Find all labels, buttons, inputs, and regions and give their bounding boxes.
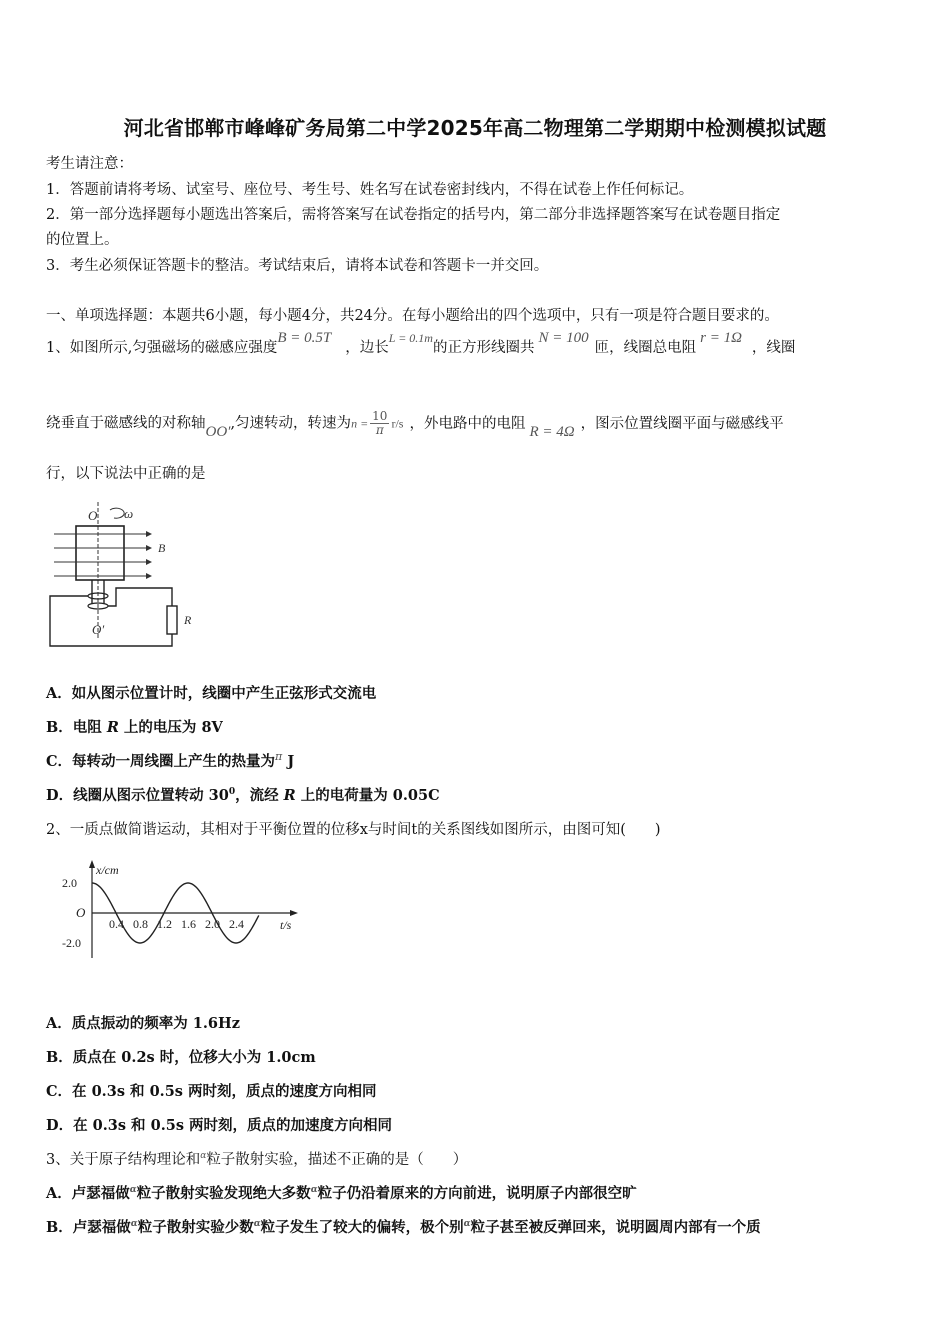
circuit-wire-1 [50, 596, 172, 646]
q1-option-c-pi: π [275, 750, 283, 764]
x-tick-label: 2.0 [205, 917, 220, 931]
x-tick-label: 1.2 [157, 917, 172, 931]
label-r: R [184, 613, 192, 627]
notice-item-1: 1．答题前请将考场、试室号、座位号、考生号、姓名写在试卷密封线内，不得在试卷上作任何标记。 [46, 182, 694, 198]
q2-option-d[interactable]: D．在 0.3s 和 0.5s 两时刻，质点的加速度方向相同 [46, 1117, 393, 1134]
coil-figure [46, 500, 206, 650]
q1-option-b-text: B．电阻 [46, 719, 107, 736]
displacement-time-graph [60, 858, 310, 962]
alpha-symbol: α [253, 1219, 261, 1230]
q1-math-r: r = 1Ω [700, 330, 742, 346]
q1-frac-num: 10 [372, 409, 388, 423]
q1-option-c-text: C．每转动一周线圈上产生的热量为 [46, 753, 276, 770]
q1-math-rext: R = 4Ω [529, 423, 575, 440]
q1-option-d-text2: ，流经 [235, 787, 284, 804]
q1-text-9: ，图示位置线圈平面与磁感线平 [580, 415, 784, 432]
q3-stem-2: 粒子散射实验，描述不正确的是（ ） [206, 1152, 468, 1168]
q1-text-6: 绕垂直于磁感线的对称轴 [46, 415, 206, 432]
notice-heading: 考生请注意： [46, 156, 133, 172]
q1-option-c[interactable] [46, 750, 294, 771]
rotation-arrow-icon [110, 508, 124, 518]
label-b: B [158, 541, 166, 555]
x-tick-label: 1.6 [181, 917, 196, 931]
q3-b-4: 粒子甚至被反弹回来，说明圆周内部有一个质 [470, 1219, 761, 1236]
y-axis-arrow-icon [89, 860, 95, 868]
q3-stem-1: 3、关于原子结构理论和 [46, 1152, 201, 1168]
q1-frac-den: π [375, 423, 384, 437]
x-tick-label: 0.4 [109, 917, 124, 931]
y-tick-label: 2.0 [62, 876, 77, 890]
field-arrow-icon [146, 573, 152, 579]
q2-option-c[interactable]: C．在 0.3s 和 0.5s 两时刻，质点的速度方向相同 [46, 1083, 377, 1100]
field-arrow-icon [146, 531, 152, 537]
origin-label: O [76, 905, 86, 920]
notice-item-2: 2．第一部分选择题每小题选出答案后，需将答案写在试卷指定的括号内，第二部分非选择题答案写在试卷题目指定 [46, 207, 781, 223]
alpha-symbol: α [130, 1219, 138, 1230]
x-tick-label: 2.4 [229, 917, 244, 931]
q1-text-8: ，外电路中的电阻 [409, 415, 526, 432]
section-heading: 一、单项选择题：本题共6小题，每小题4分，共24分。在每小题给出的四个选项中，只有一项是符合题目要求的。 [46, 308, 779, 324]
q1-text-2: ，边长 [345, 340, 389, 356]
y-axis-label: x/cm [96, 863, 119, 877]
q1-fraction [370, 410, 389, 437]
alpha-symbol: α [200, 1151, 207, 1162]
q3-option-b[interactable] [46, 1216, 761, 1237]
x-ticks [109, 917, 244, 931]
field-arrow-icon [146, 559, 152, 565]
notice-item-2-cont: 的位置上。 [46, 232, 119, 248]
q1-line-2 [46, 409, 784, 440]
alpha-symbol: α [129, 1185, 137, 1196]
q3-b-3: 粒子发生了较大的偏转，极个别 [260, 1219, 464, 1236]
label-o-bottom: O′ [92, 622, 105, 637]
q1-option-d-deg: 0 [228, 787, 236, 798]
q1-math-axis: OO′ [205, 423, 231, 440]
q1-option-b-rest: 上的电压为 8V [118, 719, 223, 736]
alpha-symbol: α [463, 1219, 471, 1230]
q1-math-n: N = 100 [538, 330, 589, 346]
q1-math-unit: r/s [391, 416, 404, 431]
field-arrow-icon [146, 545, 152, 551]
q2-option-a[interactable]: A．质点振动的频率为 1.6Hz [46, 1015, 240, 1032]
q3-a-1: A．卢瑟福做 [46, 1185, 130, 1202]
q1-text-5: ，线圈 [751, 340, 796, 356]
label-omega: ω [124, 506, 134, 521]
q1-option-d-rest: 上的电荷量为 0.05C [295, 787, 440, 804]
notice-item-3: 3．考生必须保证答题卡的整洁。考试结束后，请将本试卷和答题卡一并交回。 [46, 258, 549, 274]
q1-math-n-eq: n = [351, 416, 369, 431]
q1-option-a[interactable]: A．如从图示位置计时，线圈中产生正弦形式交流电 [46, 685, 377, 702]
q2-option-b[interactable]: B．质点在 0.2s 时，位移大小为 1.0cm [46, 1049, 316, 1066]
q1-text-3: 的正方形线圈共 [432, 340, 535, 356]
q1-option-d-text: D．线圈从图示位置转动 30 [46, 787, 229, 804]
q1-option-d[interactable] [46, 784, 440, 805]
q1-text-7: ,匀速转动，转速为 [230, 415, 352, 432]
q1-option-c-unit: J [282, 753, 295, 770]
y-tick-label: -2.0 [62, 936, 81, 950]
label-o-top: O [88, 508, 98, 523]
q3-stem [46, 1148, 467, 1169]
q1-option-b[interactable] [46, 716, 223, 737]
q1-math-l: L = 0.1m [388, 331, 433, 345]
q3-b-1: B．卢瑟福做 [46, 1219, 131, 1236]
x-axis-label: t/s [280, 918, 292, 932]
q2-stem: 2、一质点做简谐运动，其相对于平衡位置的位移x与时间t的关系图线如图所示，由图可知( ) [46, 822, 661, 838]
q1-line-1 [46, 330, 796, 357]
q1-text-4: 匝，线圈总电阻 [594, 340, 697, 356]
q3-option-a[interactable] [46, 1182, 637, 1203]
circuit-wire-2 [108, 588, 172, 606]
q3-a-2: 粒子散射实验发现绝大多数 [136, 1185, 311, 1202]
alpha-symbol: α [310, 1185, 318, 1196]
q3-a-3: 粒子仍沿着原来的方向前进，说明原子内部很空旷 [317, 1185, 637, 1202]
q1-line-3: 行，以下说法中正确的是 [46, 466, 206, 482]
resistor-icon [167, 606, 177, 634]
q1-math-b: B = 0.5T [277, 330, 332, 346]
q1-option-d-r: R [283, 787, 296, 804]
x-tick-label: 0.8 [133, 917, 148, 931]
q1-option-b-r: R [106, 719, 119, 736]
x-axis-arrow-icon [290, 910, 298, 916]
page-title: 河北省邯郸市峰峰矿务局第二中学2025年高二物理第二学期期中检测模拟试题 [123, 116, 827, 140]
q3-b-2: 粒子散射实验少数 [137, 1219, 254, 1236]
q1-text-1: 1、如图所示,匀强磁场的磁感应强度 [46, 340, 278, 356]
